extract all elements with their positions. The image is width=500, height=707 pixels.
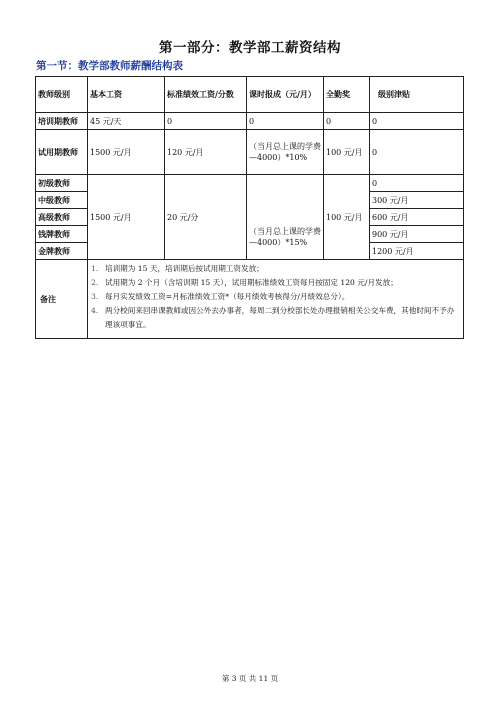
header-cell: 课时报成（元/月） — [247, 77, 324, 113]
table-row — [36, 130, 464, 175]
remark-number: 2. — [91, 278, 99, 287]
remark-item — [91, 276, 460, 290]
table-row — [36, 175, 464, 192]
remark-text: 两分校间来回串课教师或因公外去办事者，每周二到分校部长处办理报销相关公交车费，其他时间不予办理该项事宜。 — [105, 306, 455, 329]
remark-text: 每月实发绩效工资=月标准绩效工资*（每月绩效考核得分/月绩效总分）。 — [105, 292, 350, 301]
remark-number: 3. — [91, 292, 99, 301]
remark-item — [91, 262, 460, 276]
page-title: 第一部分：教学部工薪资结构 — [159, 40, 341, 56]
salary-structure-table — [35, 76, 464, 339]
header-cell: 教师级别 — [36, 77, 88, 113]
header-cell: 级别津贴 — [370, 77, 464, 113]
remark-number: 4. — [91, 306, 99, 315]
allowance-cell: 0 — [370, 175, 464, 192]
level-cell: 试用期教师 — [36, 130, 88, 175]
header-cell: 全勤奖 — [324, 77, 370, 113]
allowance-cell: 900 元/月 — [370, 226, 464, 243]
remarks-label: 备注 — [36, 260, 88, 339]
allowance-cell: 300 元/月 — [370, 192, 464, 209]
performance-cell: 20 元/分 — [165, 175, 247, 260]
commission-cell: 0 — [247, 113, 324, 130]
base-salary-cell: 1500 元/月 — [88, 130, 165, 175]
remarks-content — [88, 260, 464, 339]
attendance-cell: 100 元/月 — [324, 130, 370, 175]
level-cell: 金牌教师 — [36, 243, 88, 260]
remark-item — [91, 290, 460, 304]
base-salary-cell: 45 元/天 — [88, 113, 165, 130]
remark-number: 1. — [91, 264, 99, 273]
remark-text: 试用期为 2 个月（含培训期 15 天），试用期标准绩效工资每月按固定 120 元/月发放； — [105, 278, 398, 287]
table-header-row — [36, 77, 464, 113]
level-cell: 培训期教师 — [36, 113, 88, 130]
allowance-cell: 600 元/月 — [370, 209, 464, 226]
commission-cell: （当月总上课的学费—4000）*15% — [247, 175, 324, 260]
allowance-cell: 0 — [370, 130, 464, 175]
allowance-cell: 1200 元/月 — [370, 243, 464, 260]
attendance-cell: 100 元/月 — [324, 175, 370, 260]
header-cell: 基本工资 — [88, 77, 165, 113]
level-cell: 中级教师 — [36, 192, 88, 209]
level-cell: 钱牌教师 — [36, 226, 88, 243]
header-cell: 标准绩效工资/分数 — [165, 77, 247, 113]
level-cell: 高级教师 — [36, 209, 88, 226]
remarks-row — [36, 260, 464, 339]
performance-cell: 120 元/月 — [165, 130, 247, 175]
section-title: 第一节：教学部教师薪酬结构表 — [36, 60, 183, 72]
remark-text: 培训期为 15 天，培训期后按试用期工资发放； — [105, 264, 264, 273]
commission-cell: （当月总上课的学费—4000）*10% — [247, 130, 324, 175]
base-salary-cell: 1500 元/月 — [88, 175, 165, 260]
level-cell: 初级教师 — [36, 175, 88, 192]
allowance-cell: 0 — [370, 113, 464, 130]
remark-item — [91, 304, 460, 332]
page-footer: 第 3 页 共 11 页 — [221, 674, 279, 683]
table-row — [36, 113, 464, 130]
performance-cell: 0 — [165, 113, 247, 130]
attendance-cell: 0 — [324, 113, 370, 130]
